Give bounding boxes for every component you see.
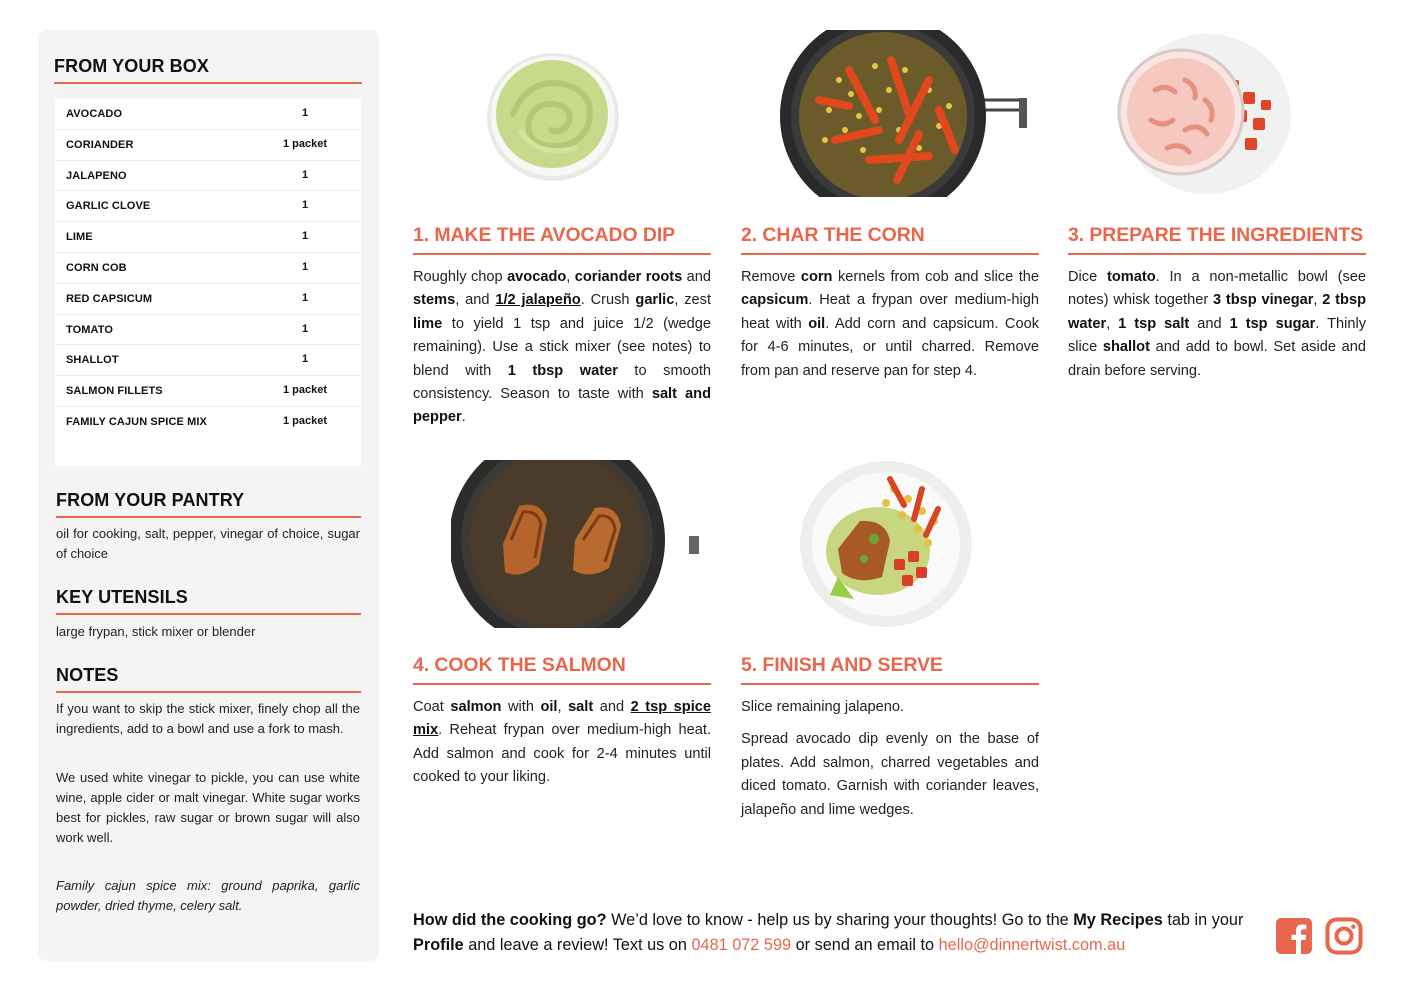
text: We’d love to know - help us by sharing your thoughts! Go to the [606, 911, 1074, 929]
ingredient-emphasis: 1 tbsp water [507, 362, 618, 379]
step-3-rule [1068, 253, 1366, 255]
text: Dice [1068, 269, 1107, 285]
step-5-rule [741, 683, 1039, 685]
text: . Crush [580, 292, 636, 309]
ingredient-emphasis: 3 tbsp vinegar [1212, 292, 1314, 309]
text: and [593, 699, 631, 715]
my-recipes-label: My Recipes [1073, 911, 1163, 929]
text: , zest [674, 292, 712, 309]
ingredient-qty: 1 [301, 107, 309, 119]
paragraph-gap [741, 719, 1039, 728]
ingredient-row [55, 130, 361, 161]
facebook-icon[interactable] [1275, 917, 1313, 955]
step-3-instructions [1068, 266, 1366, 383]
ingredient-emphasis: shallot [1102, 339, 1150, 356]
text: , and [455, 292, 496, 309]
notes-spice-mix: Family cajun spice mix: ground paprika, garlic powder, dried thyme, celery salt. [56, 878, 360, 913]
text: . Reheat frypan over medium-high heat. Add salmon and cook for 2-4 minutes until cooked to your liking. [413, 722, 711, 786]
utensils-text: large frypan, stick mixer or blender [56, 624, 256, 639]
ingredient-emphasis: 1 tsp sugar [1229, 315, 1316, 332]
text: Slice remaining jalapeno. [741, 699, 905, 715]
pantry-heading-rule [56, 516, 361, 518]
text: tab in your [1162, 911, 1244, 929]
ingredient-name: SHALLOT [66, 354, 119, 367]
ingredient-qty: 1 [301, 322, 309, 335]
ingredient-emphasis: oil [540, 699, 558, 715]
ingredient-row [55, 407, 361, 438]
ingredient-name: FAMILY CAJUN SPICE MIX [66, 415, 207, 428]
ingredient-underlined: 2 tsp spice mix [413, 699, 711, 739]
phone-link[interactable]: 0481 072 599 [691, 936, 792, 954]
step-2-title: 2. CHAR THE CORN [741, 224, 925, 246]
ingredient-name: GARLIC CLOVE [66, 200, 151, 213]
ingredient-row [55, 191, 361, 222]
footer-lead: How did the cooking go? [413, 911, 607, 929]
step-4-title: 4. COOK THE SALMON [413, 654, 626, 676]
text: , [557, 699, 569, 715]
text: to yield 1 tsp and juice 1/2 (wedge remaining). Use a stick mixer (see notes) to blend with [413, 315, 711, 379]
pantry-text: oil for cooking, salt, pepper, vinegar of choice, sugar of choice [56, 526, 360, 561]
ingredient-qty: 1 [301, 199, 309, 212]
ingredient-emphasis: coriander roots [574, 269, 683, 285]
text: . Heat a frypan over medium-high heat with [741, 292, 1039, 332]
ingredient-name: LIME [66, 231, 93, 244]
ingredient-emphasis: salt and pepper [413, 386, 711, 426]
ingredient-emphasis: salt [568, 699, 594, 715]
ingredient-row [55, 161, 361, 192]
pickle-bowl-photo [1115, 30, 1293, 196]
ingredient-emphasis: garlic [635, 292, 675, 309]
ingredients-table [55, 99, 361, 466]
corn-pan-photo [779, 30, 1033, 197]
text: Spread avocado dip evenly on the base of plates. Add salmon, charred vegetables and diced tomato. Garnish with coriander leaves, jalapeño and lime wedges. [741, 731, 1039, 818]
text: and [682, 269, 712, 285]
notes-heading: NOTES [56, 665, 119, 685]
profile-label: Profile [413, 936, 464, 954]
notes-paragraph: If you want to skip the stick mixer, finely chop all the ingredients, add to a bowl and use a fork to mash. [56, 701, 360, 736]
ingredient-emphasis: oil [808, 315, 826, 332]
ingredient-row [55, 315, 361, 346]
ingredient-qty: 1 [301, 291, 309, 304]
text: Coat [413, 699, 451, 715]
text: with [501, 699, 541, 715]
utensils-heading-rule [56, 613, 361, 615]
text: , [566, 269, 575, 285]
pantry-heading: FROM YOUR PANTRY [56, 490, 245, 510]
ingredient-emphasis: tomato [1106, 269, 1156, 285]
text: kernels from cob and slice the [832, 269, 1040, 285]
step-2-instructions [741, 266, 1039, 383]
step-1-instructions [413, 266, 711, 430]
text: , [1106, 315, 1119, 332]
ingredient-row [55, 222, 361, 253]
ingredient-underlined: 1/2 jalapeño [495, 292, 581, 309]
ingredient-name: TOMATO [66, 323, 114, 336]
text: and leave a review! Text us on [463, 936, 692, 954]
ingredient-emphasis: capsicum [741, 292, 809, 309]
ingredient-emphasis: corn [800, 269, 833, 285]
text: Remove [741, 269, 801, 285]
ingredient-qty: 1 packet [282, 414, 328, 427]
text: and add to bowl. Set aside and drain before serving. [1068, 339, 1366, 379]
ingredient-row [55, 284, 361, 315]
ingredient-emphasis: avocado [507, 269, 567, 285]
step-3-title: 3. PREPARE THE INGREDIENTS [1068, 224, 1364, 246]
notes-paragraph: We used white vinegar to pickle, you can use white wine, apple cider or malt vinegar. White sugar works best for pickles, raw sugar or brown sugar will also work well. [56, 770, 360, 845]
text: Roughly chop [413, 269, 508, 285]
ingredient-emphasis: stems [413, 292, 456, 309]
step-5-title: 5. FINISH AND SERVE [741, 654, 943, 676]
ingredient-emphasis: lime [413, 315, 443, 332]
ingredient-qty: 1 [301, 230, 309, 243]
ingredient-row [55, 376, 361, 407]
box-heading-rule [54, 82, 362, 84]
ingredient-row [55, 253, 361, 284]
avocado-dip-photo [483, 48, 623, 184]
step-4-instructions [413, 696, 711, 790]
email-link[interactable]: hello@dinnertwist.com.au [938, 936, 1126, 954]
ingredient-row [55, 99, 361, 130]
ingredient-row [55, 345, 361, 376]
ingredient-qty: 1 packet [282, 137, 328, 150]
box-heading: FROM YOUR BOX [54, 56, 209, 76]
finished-plate-photo [798, 459, 974, 629]
ingredient-emphasis: 2 tbsp water [1068, 292, 1366, 332]
ingredients-sidebar [38, 30, 379, 961]
ingredient-qty: 1 [301, 168, 309, 181]
feedback-footer [413, 908, 1263, 958]
text: to smooth consistency. Season to taste with [413, 362, 712, 403]
notes-heading-rule [56, 691, 361, 693]
text: or send an email to [791, 936, 939, 954]
step-1-title: 1. MAKE THE AVOCADO DIP [413, 224, 676, 246]
utensils-heading: KEY UTENSILS [56, 587, 188, 607]
step-2-rule [741, 253, 1039, 255]
ingredient-qty: 1 [301, 260, 309, 273]
ingredient-qty: 1 packet [282, 384, 328, 397]
text: . Thinly slice [1068, 315, 1367, 356]
text: . Add corn and capsicum. Cook for 4-6 minutes, or until charred. Remove from pan and reserve pan for step 4. [741, 315, 1039, 379]
step-4-rule [413, 683, 711, 685]
salmon-pan-photo [451, 460, 703, 628]
text: and [1189, 315, 1230, 332]
ingredient-name: RED CAPSICUM [66, 292, 153, 305]
ingredient-name: CORN COB [66, 261, 127, 274]
ingredient-emphasis: 1 tsp salt [1118, 315, 1190, 332]
step-5-instructions [741, 696, 1039, 822]
ingredient-emphasis: salmon [450, 699, 502, 715]
ingredient-qty: 1 [301, 353, 309, 366]
ingredient-name: CORIANDER [66, 138, 134, 151]
text: . In a non-metallic bowl (see notes) whisk together [1068, 269, 1366, 309]
text: . [461, 409, 466, 426]
ingredient-name: SALMON FILLETS [66, 385, 163, 398]
ingredient-name: JALAPENO [66, 169, 127, 182]
ingredient-name: AVOCADO [66, 108, 123, 120]
step-1-rule [413, 253, 711, 255]
instagram-icon[interactable] [1325, 917, 1363, 955]
text: , [1313, 292, 1323, 309]
